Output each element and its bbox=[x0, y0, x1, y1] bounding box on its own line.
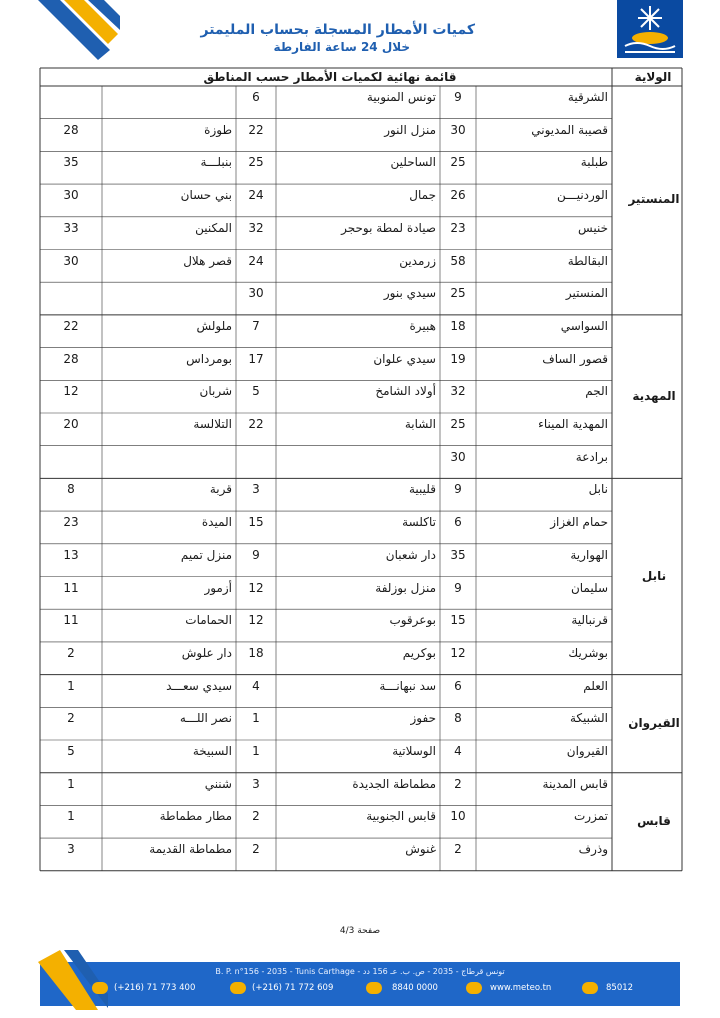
station-name: صيادة لمطة بوحجر bbox=[341, 220, 436, 235]
phone-icon bbox=[92, 982, 108, 994]
governorate-label: المهدية bbox=[632, 388, 676, 403]
snowflake-icon bbox=[617, 0, 683, 58]
station-name: الوسلاتية bbox=[392, 744, 436, 758]
rainfall-value: 2 bbox=[252, 809, 260, 824]
rainfall-value: 18 bbox=[450, 318, 466, 333]
station-name: قصور الساف bbox=[542, 351, 608, 366]
meteo-logo bbox=[617, 0, 683, 58]
rainfall-value: 7 bbox=[252, 318, 260, 333]
station-name: تمزرت bbox=[574, 809, 608, 824]
rainfall-value: 25 bbox=[450, 417, 466, 431]
station-name: التلالسة bbox=[193, 417, 232, 431]
rainfall-value: 22 bbox=[63, 318, 79, 333]
station-name: البقالطة bbox=[567, 253, 608, 268]
rainfall-value: 4 bbox=[454, 744, 462, 758]
station-name: بوكريم bbox=[402, 645, 436, 660]
station-name: مطماطة القديمة bbox=[149, 842, 232, 857]
table-title: قائمة نهائية لكميات الأمطار حسب المناطق bbox=[203, 70, 457, 84]
station-name: دار علوش bbox=[181, 645, 232, 660]
rainfall-value: 1 bbox=[67, 678, 75, 693]
green-number-icon bbox=[366, 982, 382, 994]
footer-address: B. P. n°156 - 2035 - Tunis Carthage - تونس قرطاج - 2035 - ص. ب. عـ 156 دد bbox=[215, 967, 505, 976]
rainfall-value: 2 bbox=[67, 711, 75, 726]
station-name: الشبيكة bbox=[570, 711, 608, 726]
rainfall-value: 15 bbox=[248, 515, 264, 530]
rainfall-value: 9 bbox=[454, 580, 462, 595]
rainfall-value: 8 bbox=[67, 482, 75, 497]
rainfall-value: 30 bbox=[248, 286, 264, 301]
station-name: بوشريك bbox=[568, 645, 608, 660]
station-name: بني حسان bbox=[180, 188, 232, 203]
rainfall-value: 3 bbox=[252, 776, 260, 791]
station-name: غنوش bbox=[405, 842, 436, 857]
station-name: قرنبالية bbox=[571, 613, 608, 628]
rainfall-value: 12 bbox=[248, 580, 264, 595]
station-name: السواسي bbox=[560, 318, 608, 333]
rainfall-value: 11 bbox=[63, 580, 79, 595]
rainfall-value: 33 bbox=[63, 220, 79, 235]
rainfall-value: 35 bbox=[450, 547, 466, 562]
rainfall-value: 22 bbox=[248, 122, 264, 137]
rainfall-value: 1 bbox=[252, 744, 260, 758]
rainfall-value: 17 bbox=[248, 351, 264, 366]
station-name: الجم bbox=[585, 384, 608, 399]
rainfall-value: 4 bbox=[252, 678, 260, 693]
rainfall-value: 2 bbox=[252, 842, 260, 857]
rainfall-value: 12 bbox=[450, 645, 466, 660]
station-name: الهوارية bbox=[570, 547, 608, 562]
rainfall-value: 30 bbox=[450, 122, 466, 137]
station-name: قصيبة المديوني bbox=[531, 122, 608, 137]
station-name: سيدي سعـــد bbox=[166, 678, 232, 693]
station-name: نابل bbox=[588, 482, 608, 497]
station-name: منزل النور bbox=[384, 122, 436, 137]
rainfall-value: 1 bbox=[67, 809, 75, 824]
station-name: شنني bbox=[204, 776, 232, 791]
rainfall-value: 22 bbox=[248, 417, 264, 431]
rainfall-value: 25 bbox=[450, 155, 466, 170]
station-name: المنستير bbox=[565, 286, 608, 301]
rainfall-value: 15 bbox=[450, 613, 466, 628]
footer-phone-2: (+216) 71 772 609 bbox=[252, 983, 334, 993]
rainfall-value: 2 bbox=[454, 842, 462, 857]
station-name: حمام الغزاز bbox=[550, 515, 608, 530]
rainfall-value: 19 bbox=[450, 351, 466, 366]
rainfall-value: 10 bbox=[450, 809, 466, 824]
rainfall-value: 2 bbox=[454, 776, 462, 791]
rainfall-value: 1 bbox=[67, 776, 75, 791]
station-name: سيدي بنور bbox=[383, 286, 436, 301]
rainfall-value: 30 bbox=[63, 253, 79, 268]
rainfall-value: 8 bbox=[454, 711, 462, 726]
station-name: القيروان bbox=[566, 744, 608, 758]
station-name: قليبية bbox=[408, 482, 436, 497]
station-name: سد نبهانـــة bbox=[379, 678, 436, 693]
governorate-label: قابس bbox=[637, 813, 671, 828]
station-name: منزل بوزلفة bbox=[375, 580, 436, 595]
rainfall-value: 5 bbox=[67, 744, 75, 758]
station-name: مطماطة الجديدة bbox=[352, 776, 436, 791]
rainfall-value: 25 bbox=[450, 286, 466, 301]
footer-stripes-graphic bbox=[38, 950, 108, 1010]
rainfall-value: 23 bbox=[450, 220, 466, 235]
rainfall-value: 9 bbox=[252, 547, 260, 562]
station-name: منزل تميم bbox=[180, 547, 232, 562]
station-name: قابس المدينة bbox=[542, 776, 608, 791]
rainfall-value: 28 bbox=[63, 351, 79, 366]
footer-sms-code: 85012 bbox=[606, 983, 634, 993]
footer-phone-3: 8840 0000 bbox=[392, 983, 438, 993]
station-name: قصر هلال bbox=[183, 253, 232, 268]
station-name: الشابة bbox=[404, 417, 436, 431]
governorate-column-header: الولاية bbox=[634, 70, 672, 84]
station-name: الميدة bbox=[201, 515, 232, 530]
station-name: برادعة bbox=[575, 449, 608, 464]
station-name: دار شعبان bbox=[385, 547, 436, 562]
station-name: نصر اللـــه bbox=[179, 711, 232, 726]
rainfall-value: 2 bbox=[67, 645, 75, 660]
rainfall-value: 25 bbox=[248, 155, 264, 170]
rainfall-value: 5 bbox=[252, 384, 260, 399]
footer-website[interactable]: www.meteo.tn bbox=[490, 983, 552, 993]
station-name: بومرداس bbox=[186, 351, 232, 366]
station-name: حفوز bbox=[410, 711, 436, 726]
footer-phone-1: (+216) 71 773 400 bbox=[114, 983, 196, 993]
page-title: كميات الأمطار المسجلة بحساب المليمتر bbox=[200, 22, 475, 38]
station-name: سيدي علوان bbox=[373, 351, 436, 366]
rainfall-value: 26 bbox=[450, 188, 466, 203]
rainfall-value: 58 bbox=[450, 253, 466, 268]
rainfall-value: 23 bbox=[63, 515, 79, 530]
station-name: وذرف bbox=[578, 842, 608, 857]
rainfall-value: 18 bbox=[248, 645, 264, 660]
station-name: أزمور bbox=[204, 580, 232, 595]
page-number: صفحة 4/3 bbox=[339, 926, 381, 936]
sms-icon bbox=[582, 982, 598, 994]
rainfall-value: 28 bbox=[63, 122, 79, 137]
governorate-label: المنستير bbox=[628, 192, 680, 207]
rainfall-value: 12 bbox=[63, 384, 79, 399]
rainfall-value: 6 bbox=[252, 90, 260, 104]
rainfall-value: 1 bbox=[252, 711, 260, 726]
station-name: تونس المنوبية bbox=[366, 90, 436, 104]
station-name: سليمان bbox=[570, 580, 608, 595]
station-name: تاكلسة bbox=[402, 515, 436, 530]
rainfall-value: 13 bbox=[63, 547, 79, 562]
station-name: زرمدين bbox=[399, 253, 436, 268]
governorate-label: القيروان bbox=[628, 715, 680, 730]
rainfall-value: 32 bbox=[450, 384, 466, 399]
station-name: قابس الجنوبية bbox=[366, 809, 436, 824]
rainfall-value: 32 bbox=[248, 220, 264, 235]
station-name: الحمامات bbox=[185, 613, 232, 628]
station-name: خنيس bbox=[578, 220, 608, 235]
station-name: الساحلين bbox=[390, 155, 436, 170]
governorate-label: نابل bbox=[641, 568, 667, 583]
station-name: العلم bbox=[583, 678, 608, 693]
station-name: طوزة bbox=[204, 122, 232, 137]
station-name: ملولش bbox=[196, 318, 232, 333]
rainfall-value: 30 bbox=[63, 188, 79, 203]
web-icon bbox=[466, 982, 482, 994]
rainfall-value: 35 bbox=[63, 155, 79, 170]
corner-stripes-graphic bbox=[0, 0, 120, 70]
station-name: قربة bbox=[209, 482, 232, 497]
station-name: جمال bbox=[409, 188, 436, 203]
station-name: بوعرقوب bbox=[389, 613, 436, 628]
station-name: الشرقية bbox=[567, 90, 608, 104]
station-name: بنبلـــة bbox=[200, 155, 232, 170]
rainfall-value: 20 bbox=[63, 417, 79, 431]
page-subtitle: خلال 24 ساعة الفارطة bbox=[273, 40, 410, 54]
station-name: مطار مطماطة bbox=[159, 809, 232, 824]
rainfall-value: 24 bbox=[248, 188, 264, 203]
station-name: المهدية الميناء bbox=[538, 417, 608, 431]
rainfall-value: 3 bbox=[252, 482, 260, 497]
station-name: هبيرة bbox=[409, 318, 436, 333]
fax-icon bbox=[230, 982, 246, 994]
rainfall-value: 9 bbox=[454, 90, 462, 104]
rainfall-value: 24 bbox=[248, 253, 264, 268]
station-name: أولاد الشامخ bbox=[375, 384, 436, 399]
station-name: الوردنيـــن bbox=[557, 188, 608, 203]
rainfall-value: 12 bbox=[248, 613, 264, 628]
rainfall-value: 11 bbox=[63, 613, 79, 628]
rainfall-value: 6 bbox=[454, 678, 462, 693]
rainfall-value: 6 bbox=[454, 515, 462, 530]
station-name: طبلبة bbox=[580, 155, 608, 170]
rainfall-value: 9 bbox=[454, 482, 462, 497]
station-name: المكنين bbox=[195, 220, 232, 235]
rainfall-value: 3 bbox=[67, 842, 75, 857]
station-name: شربان bbox=[199, 384, 232, 399]
rainfall-value: 30 bbox=[450, 449, 466, 464]
station-name: السبيخة bbox=[192, 744, 232, 758]
